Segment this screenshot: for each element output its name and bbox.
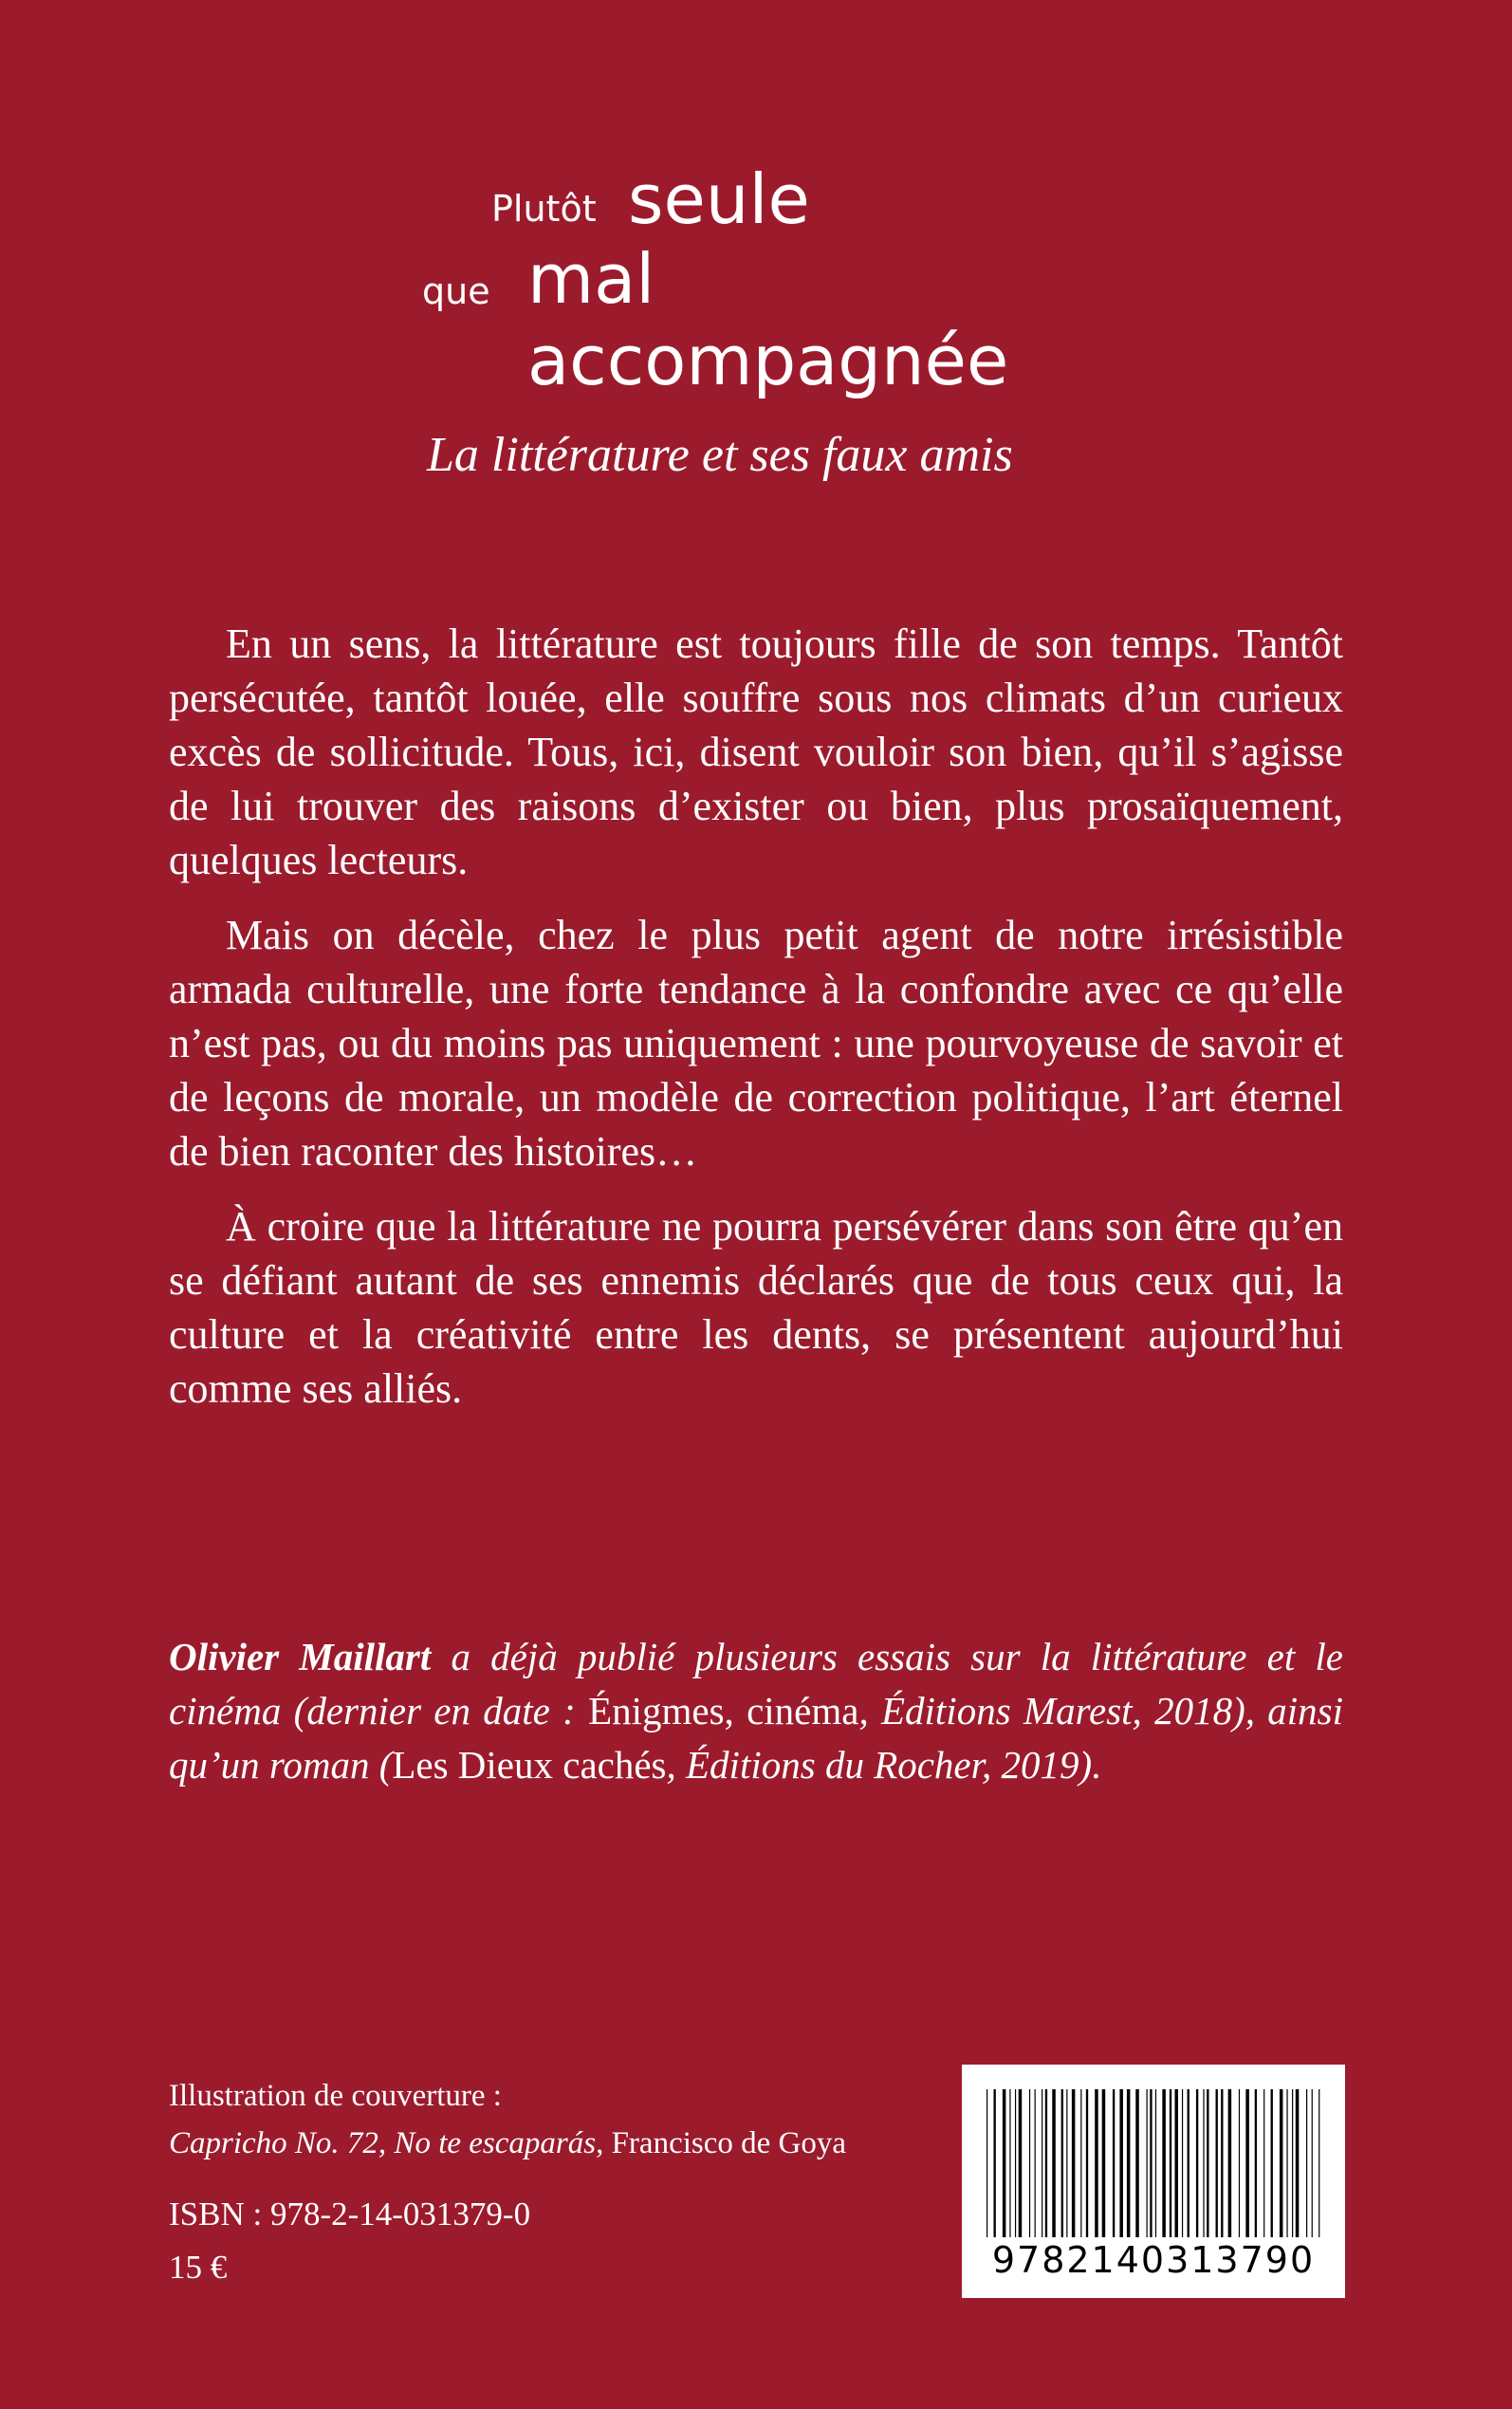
barcode-bar bbox=[1196, 2089, 1198, 2237]
barcode-bar bbox=[1003, 2089, 1006, 2237]
title-word-plutot: Plutôt bbox=[491, 188, 597, 230]
blurb bbox=[169, 617, 1343, 1436]
title-word-accompagnee: accompagnée bbox=[527, 321, 1009, 400]
barcode-bar bbox=[1035, 2089, 1036, 2237]
title-word-mal: mal bbox=[527, 239, 655, 319]
barcode-bar bbox=[1203, 2089, 1204, 2237]
barcode-bar bbox=[1009, 2089, 1010, 2237]
barcode-bar bbox=[1147, 2089, 1148, 2237]
barcode-bar bbox=[1113, 2089, 1115, 2237]
barcode-bar bbox=[1155, 2089, 1156, 2237]
credits-label: Illustration de couverture : bbox=[169, 2079, 502, 2113]
barcode bbox=[962, 2065, 1345, 2298]
barcode-bar bbox=[1312, 2089, 1313, 2237]
price: 15 € bbox=[169, 2249, 228, 2286]
barcode-bar bbox=[1072, 2089, 1076, 2237]
barcode-bar bbox=[1102, 2089, 1106, 2237]
barcode-bar bbox=[1162, 2089, 1166, 2237]
barcode-bar bbox=[1061, 2089, 1063, 2237]
cover-title bbox=[0, 0, 1512, 512]
barcode-bar bbox=[1174, 2089, 1178, 2237]
bio-text-3: , Éditions du Rocher, 2019). bbox=[666, 1743, 1102, 1787]
blurb-paragraph-1: En un sens, la littérature est toujours fille de son temps. Tantôt persécutée, tantôt louée, elle souffre sous nos climats d’un curieux excès de sollicitude. Tous, ici, disent vouloir son bien, qu’il s’agisse de lui trouver des raisons d’exister ou bien, plus prosaïquement, quelques lecteurs. bbox=[169, 621, 1343, 883]
barcode-bar bbox=[1207, 2089, 1208, 2237]
barcode-bar bbox=[993, 2089, 995, 2237]
barcode-bar bbox=[1150, 2089, 1152, 2237]
barcode-bar bbox=[1216, 2089, 1218, 2237]
barcode-bar bbox=[1255, 2089, 1257, 2237]
barcode-bar bbox=[1052, 2089, 1056, 2237]
barcode-bar bbox=[1029, 2089, 1030, 2237]
barcode-bar bbox=[1318, 2089, 1319, 2237]
barcode-bar bbox=[1306, 2089, 1307, 2237]
credits-artist: , Francisco de Goya bbox=[596, 2126, 846, 2160]
barcode-bar bbox=[986, 2089, 987, 2237]
isbn-block bbox=[169, 2188, 530, 2294]
barcode-bar bbox=[1296, 2089, 1300, 2237]
author-name: Olivier Maillart bbox=[169, 1635, 432, 1678]
barcode-bar bbox=[1182, 2089, 1183, 2237]
isbn-number: ISBN : 978-2-14-031379-0 bbox=[169, 2196, 531, 2233]
cover-credits bbox=[169, 2072, 846, 2167]
barcode-bar bbox=[1080, 2089, 1081, 2237]
bio-text-2: , Éditions Marest, 2018), ainsi qu’un roman ( bbox=[169, 1689, 1343, 1787]
barcode-bar bbox=[1119, 2089, 1123, 2237]
barcode-bar bbox=[1239, 2089, 1240, 2237]
barcode-bar bbox=[1286, 2089, 1287, 2237]
blurb-paragraph-3: À croire que la littérature ne pourra persévérer dans son être qu’en se défiant autant de ses ennemis déclarés que de tous ceux qui, la culture et la créativité entre les dents, se présentent aujourd’hui comme ses alliés. bbox=[169, 1203, 1343, 1412]
barcode-bar bbox=[1271, 2089, 1273, 2237]
barcode-bar bbox=[1127, 2089, 1131, 2237]
author-bio bbox=[169, 1630, 1343, 1792]
barcode-bar bbox=[1019, 2089, 1023, 2237]
barcode-bar bbox=[1188, 2089, 1189, 2237]
blurb-paragraph-2: Mais on décèle, chez le plus petit agent de notre irrésistible armada culturelle, une forte tendance à la confondre avec ce qu’elle n’est pas, ou du moins pas uniquement : une pourvoyeuse de savoir et de leçons de morale, un modèle de correction politique, l’art éternel de bien raconter des histoires… bbox=[169, 912, 1343, 1175]
subtitle: La littérature et ses faux amis bbox=[427, 428, 1013, 482]
barcode-bar bbox=[1086, 2089, 1088, 2237]
barcode-bar bbox=[1015, 2089, 1016, 2237]
barcode-bar bbox=[1245, 2089, 1249, 2237]
title-word-que: que bbox=[422, 270, 490, 312]
barcode-bar bbox=[1045, 2089, 1047, 2237]
barcode-bar bbox=[1170, 2089, 1171, 2237]
title-word-seule: seule bbox=[628, 159, 810, 239]
barcode-digits: 9782140313790 bbox=[991, 2239, 1316, 2281]
barcode-bar bbox=[1228, 2089, 1232, 2237]
barcode-bar bbox=[1280, 2089, 1283, 2237]
bio-book-2: Les Dieux cachés bbox=[392, 1743, 667, 1787]
bio-book-1: Énigmes, cinéma bbox=[588, 1689, 859, 1733]
credits-line bbox=[169, 2120, 846, 2167]
barcode-bar bbox=[1066, 2089, 1067, 2237]
barcode-bar bbox=[1221, 2089, 1223, 2237]
barcode-bar bbox=[1263, 2089, 1264, 2237]
bio-text-1: a déjà publié plusieurs essais sur la littérature et le cinéma (dernier en date : bbox=[169, 1635, 1344, 1733]
barcode-bar bbox=[1135, 2089, 1139, 2237]
barcode-bar bbox=[1292, 2089, 1293, 2237]
credits-work: Capricho No. 72, No te escaparás bbox=[169, 2126, 597, 2160]
barcode-bars bbox=[983, 2089, 1324, 2241]
barcode-bar bbox=[1095, 2089, 1098, 2237]
